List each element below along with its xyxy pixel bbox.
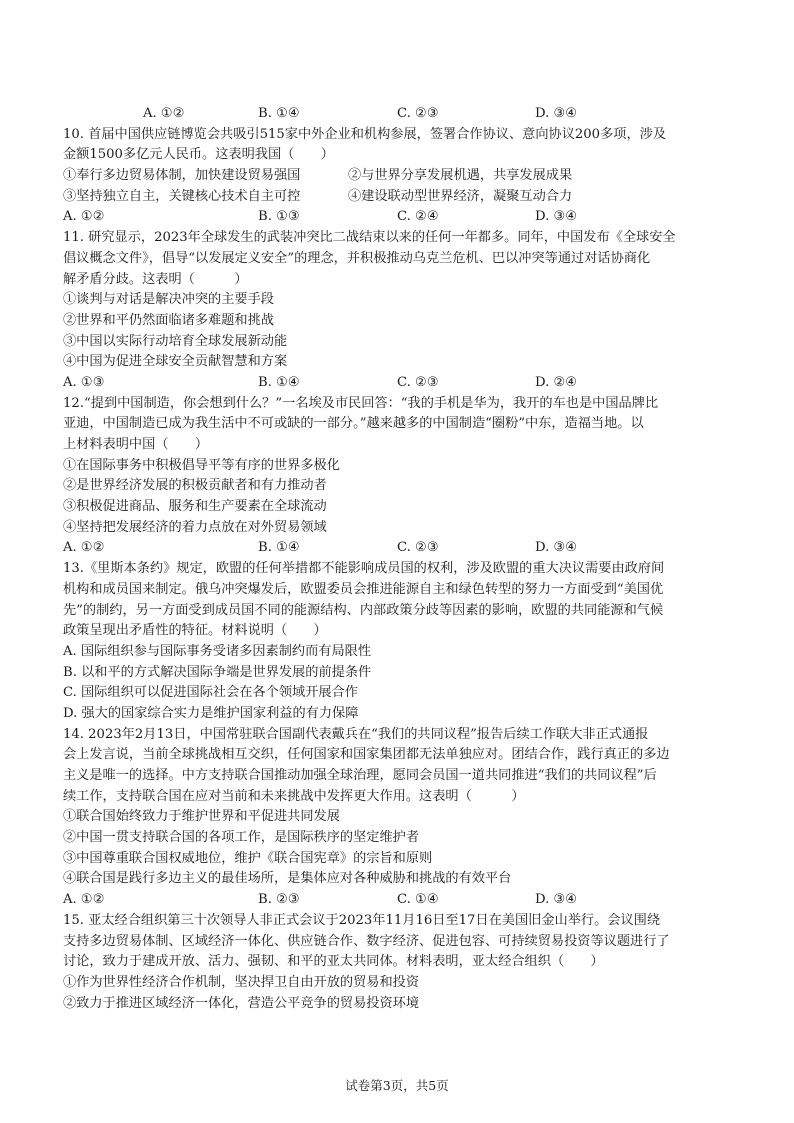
statement: ③积极促进商品、服务和生产要素在全球流动	[63, 499, 327, 515]
question-stem: 亚迪，中国制造已成为我生活中不可或缺的一部分。”越来越多的中国制造“圈粉”中东，造福当地。以	[63, 416, 644, 432]
option-d: D. ③④	[535, 540, 578, 556]
options-row	[63, 207, 731, 228]
option-d: D. ③④	[535, 209, 578, 225]
top-options-row	[63, 104, 731, 125]
question-stem: 主义是唯一的选择。中方支持联合国推动加强全球治理，愿同会员国一道共同推进“我们的共同议程”后	[63, 768, 657, 783]
statement: ③中国尊重联合国权威地位，维护《联合国宪章》的宗旨和原则	[63, 850, 433, 866]
statement: ④中国为促进全球安全贡献智慧和方案	[63, 354, 288, 370]
statement: ①奉行多边贸易体制，加快建设贸易强国	[63, 168, 301, 184]
options-row	[63, 890, 731, 911]
option-a: A. ①②	[63, 209, 105, 225]
statement: ②世界和平仍然面临诸多难题和挑战	[63, 312, 274, 328]
question-10	[63, 125, 731, 228]
statement: ①谈判与对话是解决冲突的主要手段	[63, 292, 274, 308]
choice-d: D. 强大的国家综合实力是维护国家利益的有力保障	[63, 705, 359, 721]
page-footer: 试卷第3页，共5页	[345, 1078, 449, 1093]
statement: ①联合国始终致力于维护世界和平促进共同发展	[63, 809, 340, 825]
statement: ③坚持独立自主，关键核心技术自主可控	[63, 188, 301, 204]
question-14	[63, 725, 731, 911]
option-a: A. ①②	[63, 540, 105, 556]
question-12	[63, 394, 731, 560]
question-stem: 支持多边贸易体制、区域经济一体化、供应链合作、数字经济、促进包容、可持续贸易投资等议题进行了	[63, 933, 670, 949]
question-stem: 上材料表明中国（ ）	[63, 437, 209, 452]
question-11	[63, 228, 731, 394]
statement-row	[63, 166, 731, 187]
statement: ④建设联动型世界经济，凝聚互动合力	[348, 188, 573, 204]
statement-row	[63, 187, 731, 208]
question-stem: 12.“提到中国制造，你会想到什么？”一名埃及市民回答：“我的手机是华为，我开的车也是中国品牌比	[63, 395, 659, 411]
options-row	[63, 373, 731, 394]
options-row	[63, 538, 731, 559]
question-13	[63, 559, 731, 725]
question-stem: 先”的制约，另一方面受到成员国不同的能源结构、内部政策分歧等因素的影响，欧盟的共同能源和气候	[63, 602, 664, 618]
question-stem: 机构和成员国来制定。俄乌冲突爆发后，欧盟委员会推进能源自主和绿色转型的努力一方面受到“美国优	[63, 581, 664, 597]
question-stem: 11. 研究显示，2023年全球发生的武装冲突比二战结束以来的任何一年都多。同年，中国发布《全球安全	[63, 230, 676, 246]
question-stem: 15. 亚太经合组织第三十次领导人非正式会议于2023年11月16日至17日在美国旧金山举行。会议围绕	[63, 912, 661, 928]
statement: ①在国际事务中积极倡导平等有序的世界多极化	[63, 457, 340, 473]
choice-b: B. 以和平的方式解决国际争端是世界发展的前提条件	[63, 664, 372, 680]
option-c: C. ②④	[397, 209, 439, 225]
statement: ②中国一贯支持联合国的各项工作，是国际秩序的坚定维护者	[63, 830, 420, 846]
statement: ③中国以实际行动培育全球发展新动能	[63, 333, 288, 349]
option-b: B. ①④	[258, 374, 300, 390]
option-a: A. ①③	[63, 374, 105, 390]
statement: ①作为世界性经济合作机制，坚决捍卫自由开放的贸易和投资	[63, 974, 420, 990]
choice-a: A. 国际组织参与国际事务受诸多因素制约而有局限性	[63, 643, 372, 659]
option-b: B. ①④	[258, 540, 300, 556]
option-d: D. ②④	[535, 374, 578, 390]
option-c: C. ①④	[397, 892, 439, 908]
statement: ④坚持把发展经济的着力点放在对外贸易领域	[63, 519, 327, 535]
option-b: B. ②③	[258, 892, 300, 908]
question-stem: 13.《里斯本条约》规定，欧盟的任何举措都不能影响成员国的权利，涉及欧盟的重大决议需要由政府间	[63, 561, 665, 577]
option-b: B. ①④	[258, 106, 300, 121]
option-c: C. ②③	[397, 374, 439, 390]
option-a: A. ①②	[63, 892, 105, 908]
option-d: D. ③④	[535, 106, 578, 121]
question-stem: 倡议概念文件》，倡导“以发展定义安全”的理念，并积极推动乌克兰危机、巴以冲突等通过对话协商化	[63, 250, 651, 266]
option-a: A. ①②	[143, 106, 185, 121]
question-stem: 会上发言说，当前全球挑战相互交织，任何国家和国家集团都无法单独应对。团结合作，践行真正的多边	[63, 747, 670, 763]
question-stem: 政策呈现出矛盾性的特征。材料说明（ ）	[63, 623, 327, 639]
question-15	[63, 911, 731, 1014]
option-c: C. ②③	[397, 540, 439, 556]
option-b: B. ①③	[258, 209, 300, 225]
statement: ②是世界经济发展的积极贡献者和有力推动者	[63, 478, 327, 494]
question-stem: 续工作，支持联合国在应对当前和未来挑战中发挥更大作用。这表明（ ）	[63, 788, 525, 804]
statement: ④联合国是践行多边主义的最佳场所，是集体应对各种威胁和挑战的有效平台	[63, 871, 512, 887]
choice-c: C. 国际组织可以促进国际社会在各个领域开展合作	[63, 685, 358, 701]
statement: ②与世界分享发展机遇，共享发展成果	[348, 168, 573, 184]
question-stem: 金额1500多亿元人民币。这表明我国（ ）	[63, 147, 334, 163]
option-c: C. ②③	[397, 106, 439, 121]
question-stem: 讨论，致力于建成开放、活力、强韧、和平的亚太共同体。材料表明，亚太经合组织（ ）	[63, 954, 604, 970]
option-d: D. ③④	[535, 892, 578, 908]
question-stem: 解矛盾分歧。这表明（ ）	[63, 271, 248, 287]
question-stem: 10. 首届中国供应链博览会共吸引515家中外企业和机构参展，签署合作协议、意向协议200多项，涉及	[63, 126, 667, 142]
statement: ②致力于推进区域经济一体化，营造公平竞争的贸易投资环境	[63, 995, 420, 1011]
exam-page	[63, 104, 731, 1014]
question-stem: 14. 2023年2月13日，中国常驻联合国副代表戴兵在“我们的共同议程”报告后续工作联大非正式通报	[63, 726, 649, 742]
